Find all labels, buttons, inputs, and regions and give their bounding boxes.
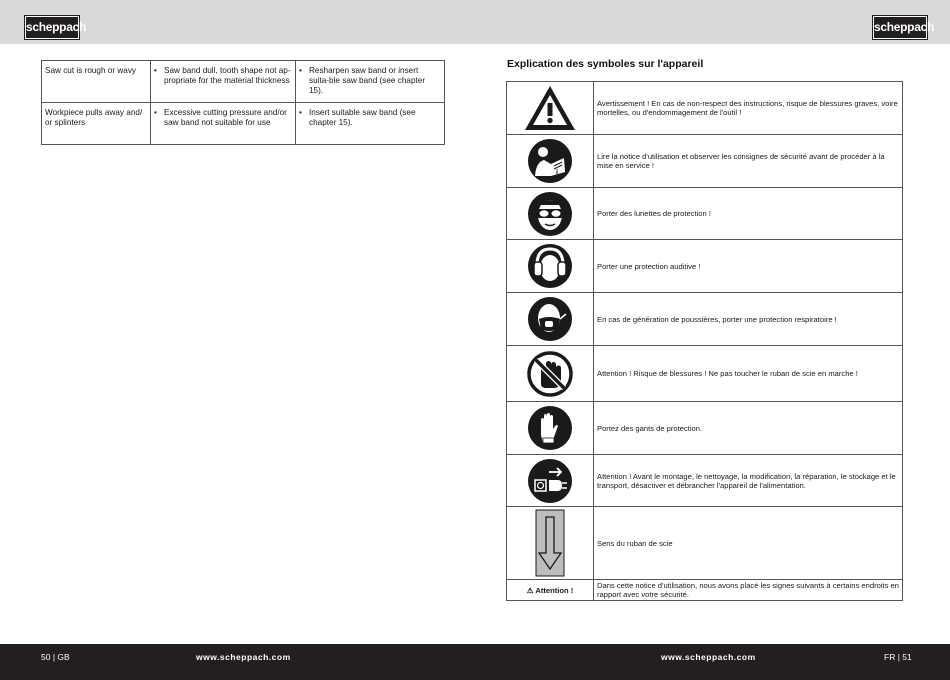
arrow-down-icon: [507, 507, 594, 580]
symbol-description: Attention ! Avant le montage, le nettoyage, la modification, la réparation, le stockage et le transport, désactiver et débrancher l'appareil de l'alimentation.: [594, 455, 903, 507]
respirator-icon: [507, 293, 594, 346]
warning-triangle-icon: [507, 82, 594, 135]
section-title: Explication des symboles sur l'appareil: [507, 58, 704, 70]
symbol-description: Porter des lunettes de protection !: [594, 188, 903, 240]
remedy-cell: • Resharpen saw band or insert suita-ble saw band (see chapter 15).: [296, 61, 445, 103]
read-manual-icon: [507, 135, 594, 188]
footer-bar: [0, 644, 950, 680]
table-row: [507, 82, 903, 135]
table-row: [507, 346, 903, 402]
table-row: [507, 188, 903, 240]
troubleshooting-table: [41, 60, 445, 145]
scheppach-logo-right: scheppach: [873, 16, 927, 39]
symbols-table: [506, 81, 903, 601]
scheppach-logo-left: scheppach: [25, 16, 79, 39]
table-row: [507, 240, 903, 293]
header-bar: [0, 0, 950, 44]
cause-cell: • Saw band dull, tooth shape not ap-propriate for the material thickness: [151, 61, 296, 103]
attention-label: ⚠ Attention !: [507, 580, 594, 601]
symbol-description: Lire la notice d'utilisation et observer les consignes de sécurité avant de procéder à la mise en service !: [594, 135, 903, 188]
page-number-left: 50 | GB: [41, 652, 70, 662]
no-hand-icon: [507, 346, 594, 402]
svg-text:i: i: [556, 169, 559, 176]
symbol-description: Attention ! Risque de blessures ! Ne pas toucher le ruban de scie en marche !: [594, 346, 903, 402]
table-row: [42, 61, 445, 103]
safety-glasses-icon: [507, 188, 594, 240]
website-link-left[interactable]: www.scheppach.com: [196, 652, 291, 662]
table-row: [507, 293, 903, 346]
symbol-description: Avertissement ! En cas de non-respect des instructions, risque de blessures graves, voire mortelles, ou d'endommagement de l'outil !: [594, 82, 903, 135]
table-row: [507, 402, 903, 455]
symbol-description: En cas de génération de poussières, porter une protection respiratoire !: [594, 293, 903, 346]
ear-protection-icon: [507, 240, 594, 293]
cause-cell: • Excessive cutting pressure and/or saw band not suitable for use: [151, 103, 296, 145]
symbol-description: Dans cette notice d'utilisation, nous avons placé les signes suivants à certains endroits en rapport avec votre sécurité.: [594, 580, 903, 601]
table-row: [507, 455, 903, 507]
website-link-right[interactable]: www.scheppach.com: [661, 652, 756, 662]
table-row: [42, 103, 445, 145]
unplug-icon: [507, 455, 594, 507]
symbol-description: Portez des gants de protection.: [594, 402, 903, 455]
fault-cell: Workpiece pulls away and/ or splinters: [42, 103, 151, 145]
gloves-icon: [507, 402, 594, 455]
table-row: [507, 507, 903, 580]
fault-cell: Saw cut is rough or wavy: [42, 61, 151, 103]
remedy-cell: • Insert suitable saw band (see chapter 15).: [296, 103, 445, 145]
table-row: [507, 135, 903, 188]
page-number-right: FR | 51: [884, 652, 912, 662]
table-row: [507, 580, 903, 601]
symbol-description: Porter une protection auditive !: [594, 240, 903, 293]
symbol-description: Sens du ruban de scie: [594, 507, 903, 580]
